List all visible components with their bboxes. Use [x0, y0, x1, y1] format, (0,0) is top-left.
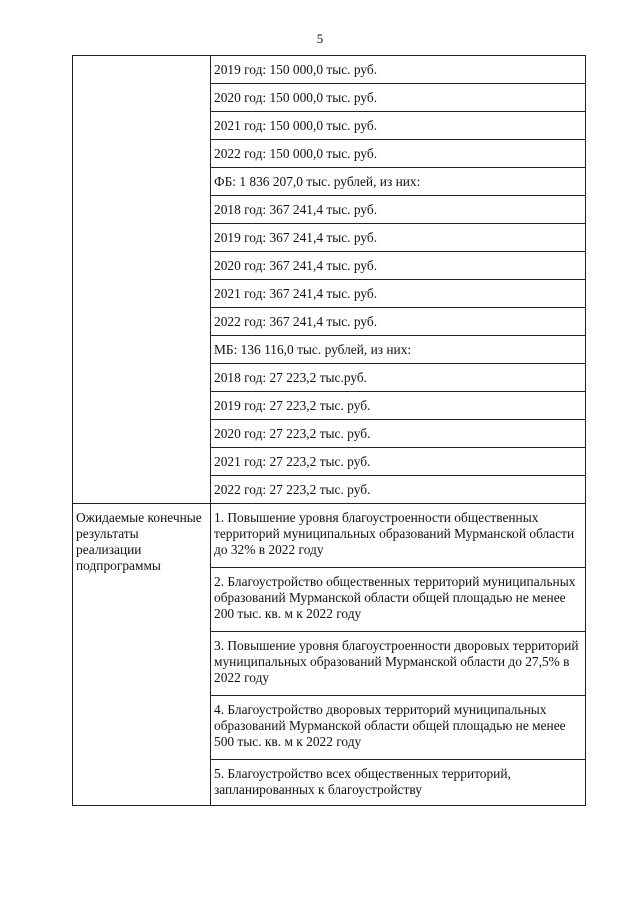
funding-row: 2021 год: 367 241,4 тыс. руб.	[211, 280, 586, 308]
result-item: 5. Благоустройство всех общественных территорий, запланированных к благоустройству	[211, 760, 586, 806]
table-row	[73, 56, 586, 84]
funding-row: 2018 год: 27 223,2 тыс.руб.	[211, 364, 586, 392]
result-item: 2. Благоустройство общественных территорий муниципальных образований Мурманской области общей площадью не менее 200 тыс. кв. м к 2022 году	[211, 568, 586, 632]
funding-row: 2022 год: 27 223,2 тыс. руб.	[211, 476, 586, 504]
result-item: 1. Повышение уровня благоустроенности общественных территорий муниципальных образований Мурманской области до 32% в 2022 году	[211, 504, 586, 568]
funding-row: 2019 год: 27 223,2 тыс. руб.	[211, 392, 586, 420]
funding-row: 2020 год: 27 223,2 тыс. руб.	[211, 420, 586, 448]
result-item: 4. Благоустройство дворовых территорий муниципальных образований Мурманской области общей площадью не менее 500 тыс. кв. м к 2022 году	[211, 696, 586, 760]
funding-row: 2020 год: 150 000,0 тыс. руб.	[211, 84, 586, 112]
results-label: Ожидаемые конечные результаты реализации подпрограммы	[73, 504, 211, 806]
table-row	[73, 504, 586, 568]
funding-row: 2019 год: 150 000,0 тыс. руб.	[211, 56, 586, 84]
funding-row: 2021 год: 27 223,2 тыс. руб.	[211, 448, 586, 476]
funding-row: 2022 год: 367 241,4 тыс. руб.	[211, 308, 586, 336]
funding-label-cell	[73, 56, 211, 504]
funding-row: 2020 год: 367 241,4 тыс. руб.	[211, 252, 586, 280]
funding-row: ФБ: 1 836 207,0 тыс. рублей, из них:	[211, 168, 586, 196]
funding-row: 2018 год: 367 241,4 тыс. руб.	[211, 196, 586, 224]
subprogram-passport-table	[72, 55, 586, 806]
page-number: 5	[316, 31, 324, 46]
funding-row: 2019 год: 367 241,4 тыс. руб.	[211, 224, 586, 252]
funding-row: 2022 год: 150 000,0 тыс. руб.	[211, 140, 586, 168]
funding-row: 2021 год: 150 000,0 тыс. руб.	[211, 112, 586, 140]
result-item: 3. Повышение уровня благоустроенности дворовых территорий муниципальных образований Мурманской области до 27,5% в 2022 году	[211, 632, 586, 696]
funding-row: МБ: 136 116,0 тыс. рублей, из них:	[211, 336, 586, 364]
